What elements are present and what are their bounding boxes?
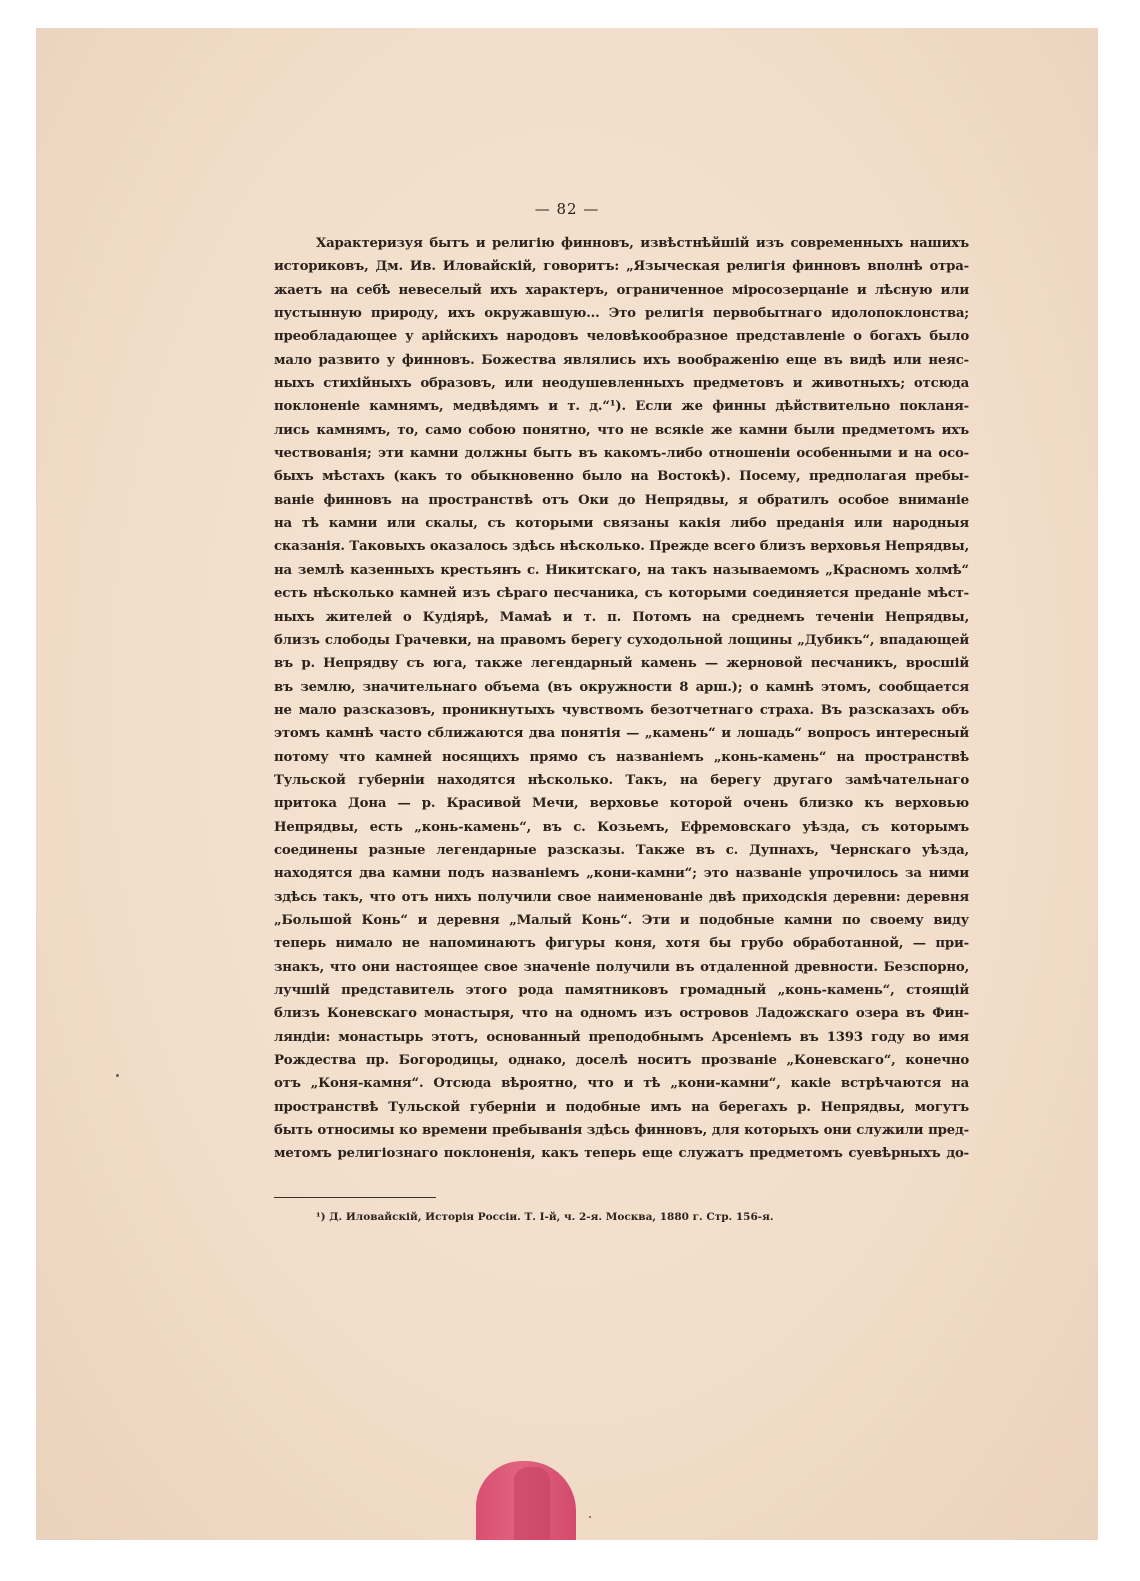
text-line: ляндіи: монастырь этотъ, основанный преподобнымъ Арсеніемъ въ 1393 году во имя: [274, 1029, 969, 1045]
text-line: мало развито у финновъ. Божества являлись ихъ воображенію еще въ видѣ или неяс-: [274, 352, 969, 368]
text-line: ваніе финновъ на пространствѣ отъ Оки до Непрядвы, я обратилъ особое вниманіе: [274, 492, 969, 508]
text-line: есть нѣсколько камней изъ сѣраго песчаника, съ которыми соединяется преданіе мѣст-: [274, 586, 969, 602]
text-line: на тѣ камни или скалы, съ которыми связаны какія либо преданія или народныя: [274, 516, 969, 532]
text-line: ныхъ жителей о Кудіярѣ, Мамаѣ и т. п. Потомъ на среднемъ теченіи Непрядвы,: [274, 609, 969, 625]
text-line: быть относимы ко времени пребыванія здѣсь финновъ, для которыхъ они служили пред-: [274, 1123, 969, 1139]
text-line: Рождества пр. Богородицы, однако, доселѣ носитъ прозваніе „Коневскаго“, конечно: [274, 1053, 969, 1069]
text-line: на землѣ казенныхъ крестьянъ с. Никитскаго, на такъ называемомъ „Красномъ холмѣ“: [274, 562, 969, 578]
text-line: Характеризуя бытъ и религію финновъ, извѣстнѣйшій изъ современныхъ нашихъ: [316, 236, 969, 251]
text-line: метомъ религіознаго поклоненія, какъ теперь еще служатъ предметомъ суевѣрныхъ до-: [274, 1146, 969, 1162]
text-line: въ р. Непрядву съ юга, также легендарный камень — жерновой песчаникъ, вросшій: [274, 656, 969, 672]
text-line: ныхъ стихійныхъ образовъ, или неодушевленныхъ предметовъ и животныхъ; отсюда: [274, 376, 969, 392]
text-line: близъ слободы Грачевки, на правомъ берегу суходольной лощины „Дубикъ“, впадающей: [274, 632, 969, 648]
text-line: лись камнямъ, то, само собою понятно, что не всякіе же камни были предметомъ ихъ: [274, 422, 969, 438]
text-line: притока Дона — р. Красивой Мечи, верховье которой очень близко къ верховью: [274, 796, 969, 812]
text-line: „Большой Конь“ и деревня „Малый Конь“. Эти и подобные камни по своему виду: [274, 912, 969, 928]
text-line: быхъ мѣстахъ (какъ то обыкновенно было на Востокѣ). Посему, предполагая пребы-: [274, 469, 969, 485]
text-line: потому что камней носящихъ прямо съ названіемъ „конь-камень“ на пространствѣ: [274, 749, 969, 765]
text-line: этомъ камнѣ часто сближаются два понятія — „камень“ и лошадь“ вопросъ интересный: [274, 726, 969, 742]
scanned-page: [36, 28, 1098, 1540]
text-line: жаетъ на себѣ невеселый ихъ характеръ, ограниченное міросозерцаніе и лѣсную или: [274, 282, 969, 298]
text-line: Непрядвы, есть „конь-камень“, въ с. Козьемъ, Ефремовскаго уѣзда, съ которымъ: [274, 819, 969, 835]
text-line: сказанія. Таковыхъ оказалось здѣсь нѣсколько. Прежде всего близъ верховья Непрядвы,: [274, 539, 969, 555]
paper-speck: [116, 1074, 119, 1077]
page-number: — 82 —: [534, 200, 600, 218]
text-line: не мало разсказовъ, проникнутыхъ чувствомъ безотчетнаго страха. Въ разсказахъ объ: [274, 702, 969, 718]
text-line: близъ Коневскаго монастыря, что на одномъ изъ островов Ладожскаго озера въ Фин-: [274, 1006, 969, 1022]
text-line: лучшій представитель этого рода памятниковъ громадный „конь-камень“, стоящій: [274, 983, 969, 998]
text-line: соединены разные легендарные разсказы. Также въ с. Дупнахъ, Чернскаго уѣзда,: [274, 842, 969, 858]
text-line: поклоненіе камнямъ, медвѣдямъ и т. д.“¹). Если же финны дѣйствительно покланя-: [274, 399, 969, 415]
text-line: историковъ, Дм. Ив. Иловайскій, говоритъ: „Языческая религія финновъ вполнѣ отра-: [274, 259, 969, 275]
text-line: въ землю, значительнаго объема (въ окружности 8 арш.); о камнѣ этомъ, сообщается: [274, 679, 969, 695]
text-line: отъ „Коня-камня“. Отсюда вѣроятно, что и тѣ „кони-камни“, какіе встрѣчаются на: [274, 1076, 969, 1092]
paper-speck: [589, 1516, 591, 1518]
text-line: пустынную природу, ихъ окружавшую... Это религія первобытнаго идолопоклонства;: [274, 306, 969, 322]
text-line: теперь нимало не напоминаютъ фигуры коня, хотя бы грубо обработанной, — при-: [274, 936, 969, 952]
text-line: пространствѣ Тульской губерніи и подобные имъ на берегахъ р. Непрядвы, могутъ: [274, 1099, 969, 1115]
text-line: преобладающее у арійскихъ народовъ человѣкообразное представленіе о богахъ было: [274, 329, 969, 345]
text-line: здѣсь такъ, что отъ нихъ получили свое наименованіе двѣ приходскія деревни: деревня: [274, 889, 969, 905]
bookmark-ribbon: [476, 1461, 576, 1540]
text-line: чествованія; эти камни должны быть въ какомъ-либо отношеніи особенными и на осо-: [274, 446, 969, 462]
text-line: знакъ, что они настоящее свое значеніе получили въ отдаленной древности. Безспорно,: [274, 959, 969, 975]
footnote: ¹) Д. Иловайскій, Исторія Россіи. Т. I-й, ч. 2-я. Москва, 1880 г. Стр. 156-я.: [316, 1211, 774, 1223]
body-text: [274, 232, 969, 1166]
footnote-divider: [274, 1197, 436, 1198]
text-line: находятся два камни подъ названіемъ „кони-камни“; это названіе упрочилось за ними: [274, 866, 969, 882]
text-line: Тульской губерніи находятся нѣсколько. Такъ, на берегу другаго замѣчательнаго: [274, 772, 969, 788]
